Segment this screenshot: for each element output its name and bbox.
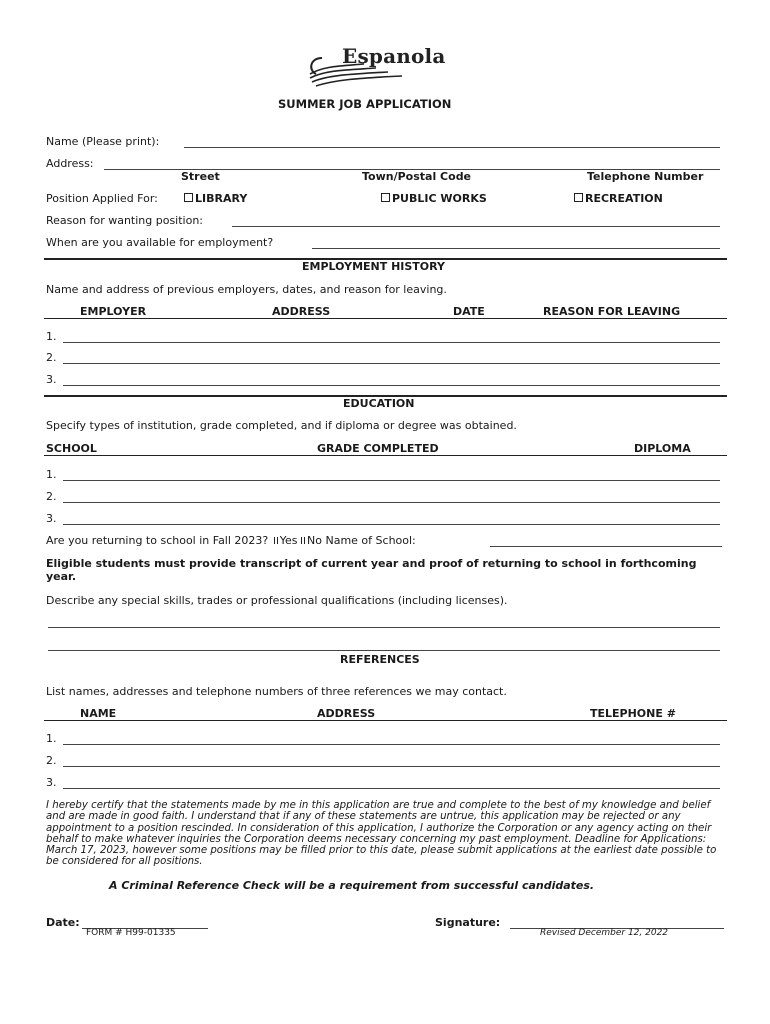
town-postal-label: Town/Postal Code [362, 170, 472, 183]
col-employer: EMPLOYER [80, 305, 147, 318]
col-school: SCHOOL [46, 442, 97, 455]
school-name-field[interactable] [490, 546, 722, 547]
employment-row-field[interactable] [63, 342, 720, 343]
library-label: LIBRARY [195, 192, 248, 205]
public-works-option[interactable] [381, 192, 487, 205]
col-grade: GRADE COMPLETED [317, 442, 439, 455]
employment-row-number: 1. [46, 330, 57, 343]
skills-label: Describe any special skills, trades or professional qualifications (including licenses). [46, 594, 508, 607]
reference-row-field[interactable] [63, 744, 720, 745]
reference-row-field[interactable] [63, 788, 720, 789]
form-number: FORM # H99-01335 [86, 928, 176, 938]
employment-instructions: Name and address of previous employers, dates, and reason for leaving. [46, 283, 447, 296]
availability-field[interactable] [312, 248, 720, 249]
no-checkbox[interactable] [301, 537, 305, 544]
col-address: ADDRESS [272, 305, 331, 318]
certification-text: I hereby certify that the statements made by me in this application are true and complete to the best of my knowledge and belief and are made in good faith. I understand that if any of these statements are untrue, this application may be rejected or any appointment to a position rescinded. In consideration of this application, I authorize the Corporation or any agency acting on their behalf to make whatever inquiries the Corporation deems necessary concerning my past employment. Deadline for Applications: March 17, 2023, however some positions may be filled prior to this date, please submit applications at the earliest date possible to be considered for all positions. [46, 800, 717, 868]
divider [44, 720, 727, 721]
col-telephone: TELEPHONE # [590, 707, 676, 720]
col-date: DATE [453, 305, 485, 318]
yes-label: Yes [279, 534, 298, 547]
col-reason: REASON FOR LEAVING [543, 305, 681, 318]
education-row-field[interactable] [63, 502, 720, 503]
employment-row-number: 3. [46, 373, 57, 386]
reference-row-field[interactable] [63, 766, 720, 767]
recreation-option[interactable] [574, 192, 663, 205]
reference-row-number: 2. [46, 754, 57, 767]
skills-field[interactable] [48, 627, 720, 628]
date-label: Date: [46, 916, 80, 929]
availability-label: When are you available for employment? [46, 236, 274, 249]
reason-field[interactable] [232, 226, 720, 227]
references-instructions: List names, addresses and telephone numbers of three references we may contact. [46, 685, 507, 698]
criminal-check-note: A Criminal Reference Check will be a requirement from successful candidates. [109, 879, 595, 892]
education-row-field[interactable] [63, 524, 720, 525]
public-works-label: PUBLIC WORKS [392, 192, 487, 205]
position-label: Position Applied For: [46, 192, 158, 205]
page-title: SUMMER JOB APPLICATION [278, 97, 452, 111]
employment-row-field[interactable] [63, 385, 720, 386]
skills-field[interactable] [48, 650, 720, 651]
returning-question-text: Are you returning to school in Fall 2023? [46, 534, 269, 547]
revised-date: Revised December 12, 2022 [540, 928, 669, 938]
divider [44, 318, 727, 319]
education-row-number: 1. [46, 468, 57, 481]
name-label: Name (Please print): [46, 135, 160, 148]
col-ref-address: ADDRESS [317, 707, 376, 720]
reference-row-number: 3. [46, 776, 57, 789]
education-heading: EDUCATION [343, 397, 415, 410]
divider [44, 455, 727, 456]
library-option[interactable] [184, 192, 247, 205]
street-label: Street [181, 170, 220, 183]
yes-checkbox[interactable] [274, 537, 278, 544]
telephone-label: Telephone Number [587, 170, 704, 183]
col-name: NAME [80, 707, 117, 720]
signature-label: Signature: [435, 916, 501, 929]
education-row-field[interactable] [63, 480, 720, 481]
reference-row-number: 1. [46, 732, 57, 745]
library-checkbox[interactable] [184, 193, 193, 202]
employment-heading: EMPLOYMENT HISTORY [302, 260, 445, 273]
address-label: Address: [46, 157, 94, 170]
public-works-checkbox[interactable] [381, 193, 390, 202]
no-label: No [307, 534, 322, 547]
reason-label: Reason for wanting position: [46, 214, 204, 227]
employment-row-number: 2. [46, 351, 57, 364]
eligibility-note [46, 557, 726, 583]
education-instructions: Specify types of institution, grade completed, and if diploma or degree was obtained. [46, 419, 517, 432]
returning-question [46, 534, 416, 547]
school-name-label: Name of School: [325, 534, 416, 547]
logo-text: Espanola [342, 44, 446, 68]
eligibility-note-text: Eligible students must provide transcript of current year and proof of returning to school in forthcoming year. [46, 557, 697, 583]
recreation-checkbox[interactable] [574, 193, 583, 202]
education-row-number: 3. [46, 512, 57, 525]
employment-row-field[interactable] [63, 363, 720, 364]
recreation-label: RECREATION [585, 192, 663, 205]
name-field[interactable] [184, 147, 720, 148]
education-row-number: 2. [46, 490, 57, 503]
references-heading: REFERENCES [340, 653, 420, 666]
col-diploma: DIPLOMA [634, 442, 691, 455]
